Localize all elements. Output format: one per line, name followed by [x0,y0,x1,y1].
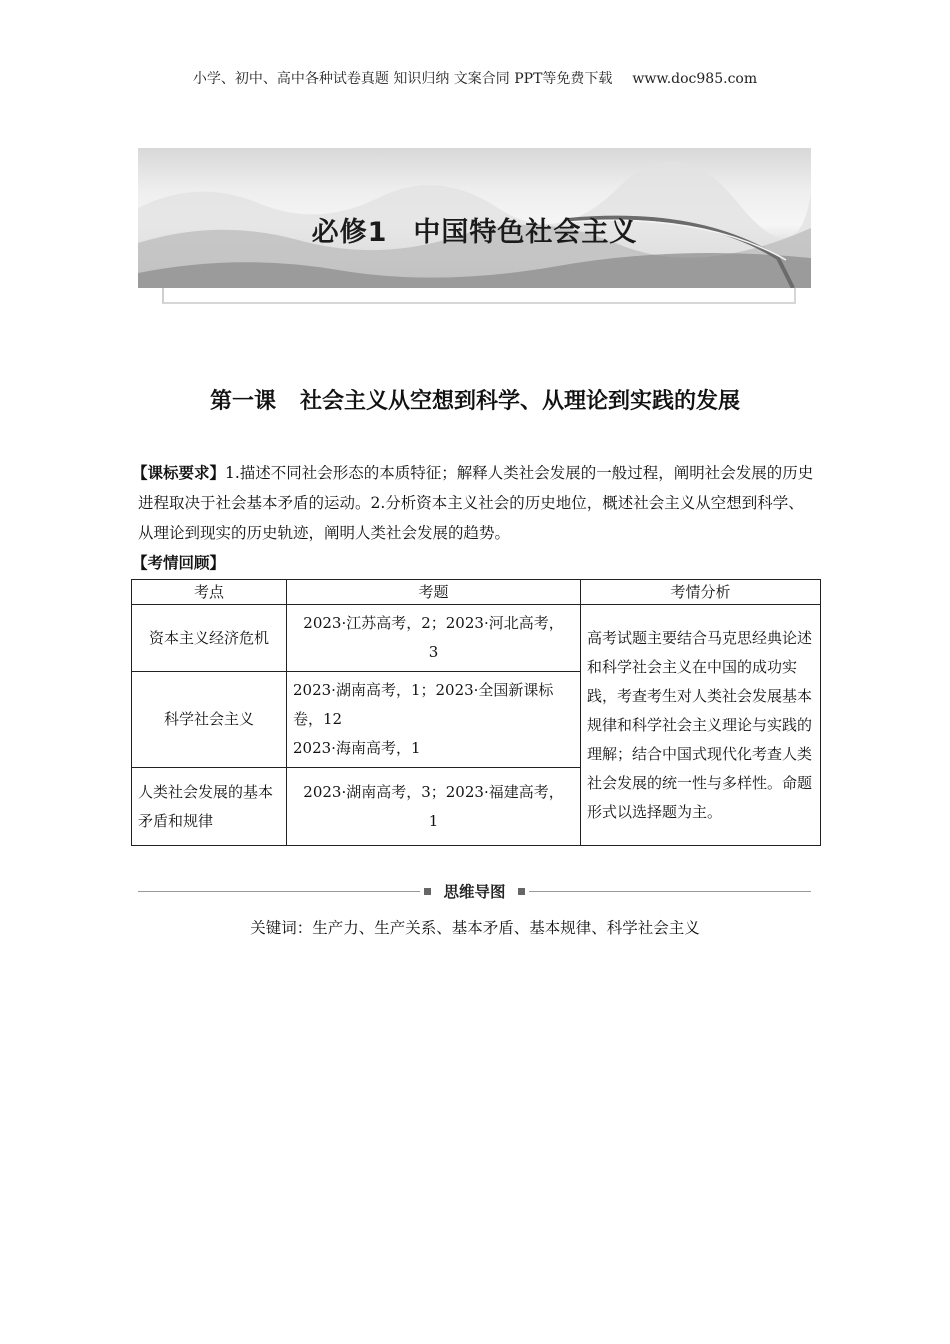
requirements-tag: 【课标要求】 [132,464,226,482]
exam-line: 2023·湖南高考，1；2023·全国新课标卷，12 [293,681,554,728]
cell-point: 人类社会发展的基本矛盾和规律 [132,768,287,846]
mindmap-title: 思维导图 [443,883,506,901]
cell-exam [287,672,581,768]
cell-analysis: 高考试题主要结合马克思经典论述和科学社会主义在中国的成功实践，考查考生对人类社会发展基本规律和科学社会主义理论与实践的理解；结合中国式现代化考查人类社会发展的统一性与多样性。命题形式以选择题为主。 [581,605,821,846]
exam-line: 2023·海南高考，1 [293,739,421,757]
exam-line: 2023·江苏高考，2；2023·河北高考， [303,614,564,632]
divider-line-right [529,891,811,892]
curriculum-requirements [132,458,814,548]
cell-point: 科学社会主义 [132,672,287,768]
lesson-name: 社会主义从空想到科学、从理论到实践的发展 [300,389,741,414]
divider-square-right [518,888,525,895]
header-analysis: 考情分析 [581,580,821,605]
mindmap-keywords: 关键词：生产力、生产关系、基本矛盾、基本规律、科学社会主义 [250,919,700,937]
exam-review-table [131,579,821,846]
site-header-text: 小学、初中、高中各种试卷真题 知识归纳 文案合同 PPT等免费下载 [192,71,613,87]
chapter-title [138,210,811,249]
lesson-title [0,384,950,415]
site-header [0,68,950,88]
mindmap-divider [138,880,811,904]
chapter-name: 中国特色社会主义 [413,217,638,248]
exam-line: 2023·湖南高考，3；2023·福建高考， [303,782,564,801]
chapter-number: 必修1 [311,217,388,248]
requirements-text: 1.描述不同社会形态的本质特征；解释人类社会发展的一般过程，阐明社会发展的历史进程取决于社会基本矛盾的运动。2.分析资本主义社会的历史地位，概述社会主义从空想到科学、从理论到现实的历史轨迹，阐明人类社会发展的趋势。 [138,464,814,542]
header-exam: 考题 [287,580,581,605]
cell-point: 资本主义经济危机 [132,605,287,672]
exam-review-label: 【考情回顾】 [132,554,226,572]
cell-exam [287,768,581,846]
exam-line: 1 [428,811,439,830]
table-row [132,605,821,672]
chapter-banner [138,148,811,288]
lesson-number: 第一课 [209,389,276,414]
exam-line: 3 [428,643,439,661]
table-header-row [132,580,821,605]
header-point: 考点 [132,580,287,605]
cell-exam [287,605,581,672]
site-url[interactable]: www.doc985.com [632,71,758,87]
banner-shadow [162,288,796,304]
